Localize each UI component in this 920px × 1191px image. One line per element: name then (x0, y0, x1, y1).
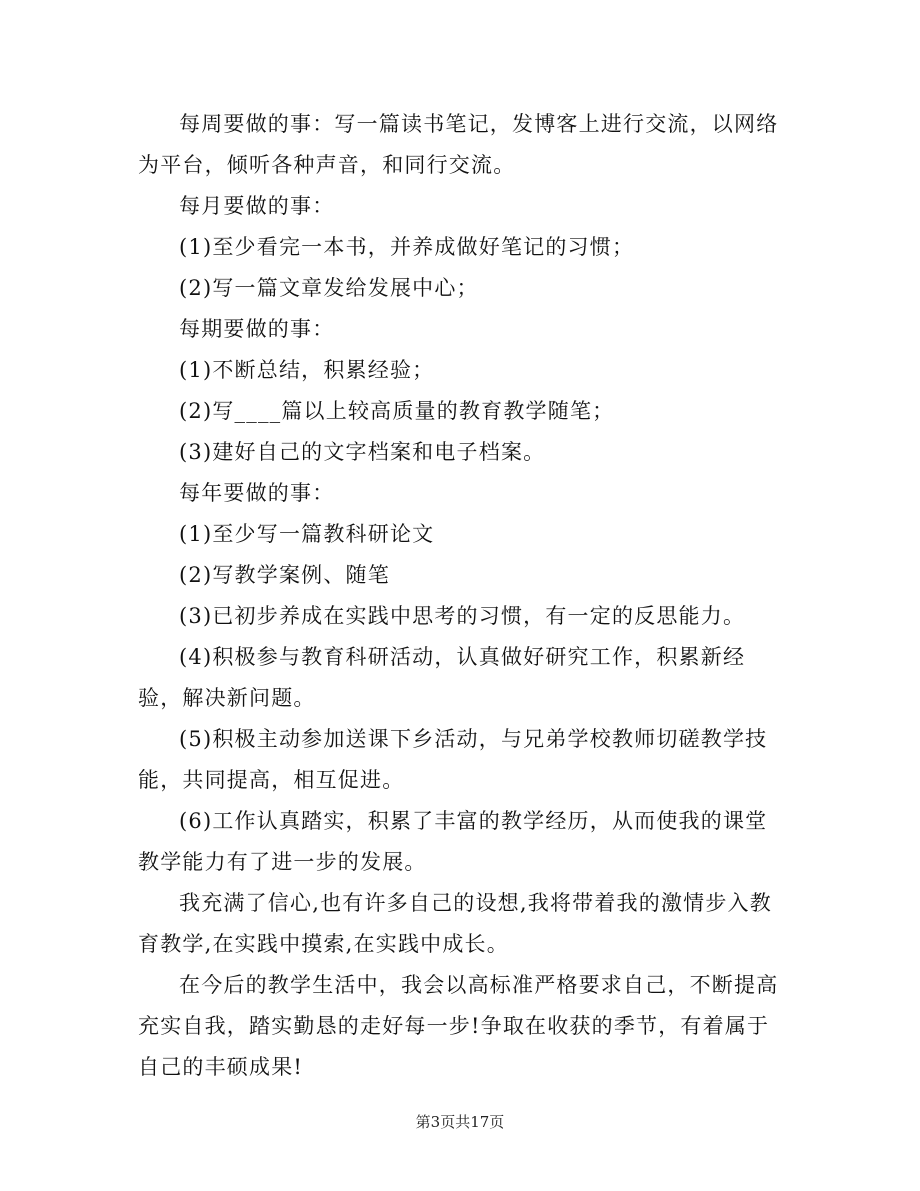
term-item-2: (2)写____篇以上较高质量的教育教学随笔； (179, 399, 615, 423)
term-item-1: (1)不断总结，积累经验； (179, 358, 435, 382)
heading-term-tasks: 每期要做的事： (179, 317, 335, 341)
term-item-3: (3)建好自己的文字档案和电子档案。 (179, 440, 546, 464)
monthly-item-2: (2)写一篇文章发给发展中心； (179, 276, 479, 300)
yearly-item-4: (4)积极参与教育科研活动，认真做好研究工作，积累新经验，解决新问题。 (138, 645, 746, 710)
paragraph-confidence: 我充满了信心,也有许多自己的设想,我将带着我的激情步入教育教学,在实践中摸索,在实践中成长。 (138, 891, 772, 956)
heading-yearly-tasks: 每年要做的事： (179, 481, 335, 505)
page-number-footer: 第3页共17页 (415, 1113, 505, 1131)
yearly-item-3: (3)已初步养成在实践中思考的习惯，有一定的反思能力。 (179, 604, 746, 628)
yearly-item-1: (1)至少写一篇教科研论文 (179, 522, 435, 546)
monthly-item-1: (1)至少看完一本书，并养成做好笔记的习惯； (179, 235, 635, 259)
yearly-item-6: (6)工作认真踏实，积累了丰富的教学经历，从而使我的课堂教学能力有了进一步的发展。 (138, 809, 768, 874)
paragraph-weekly-tasks: 每周要做的事：写一篇读书笔记，发博客上进行交流，以网络为平台，倾听各种声音，和同行交流。 (138, 112, 779, 177)
paragraph-conclusion: 在今后的教学生活中，我会以高标准严格要求自己，不断提高充实自我，踏实勤恳的走好每一步!争取在收获的季节，有着属于自己的丰硕成果! (138, 973, 779, 1079)
yearly-item-5: (5)积极主动参加送课下乡活动，与兄弟学校教师切磋教学技能，共同提高，相互促进。 (138, 727, 768, 792)
yearly-item-2: (2)写教学案例、随笔 (179, 563, 390, 587)
heading-monthly-tasks: 每月要做的事： (179, 194, 335, 218)
document-body (138, 104, 784, 1088)
